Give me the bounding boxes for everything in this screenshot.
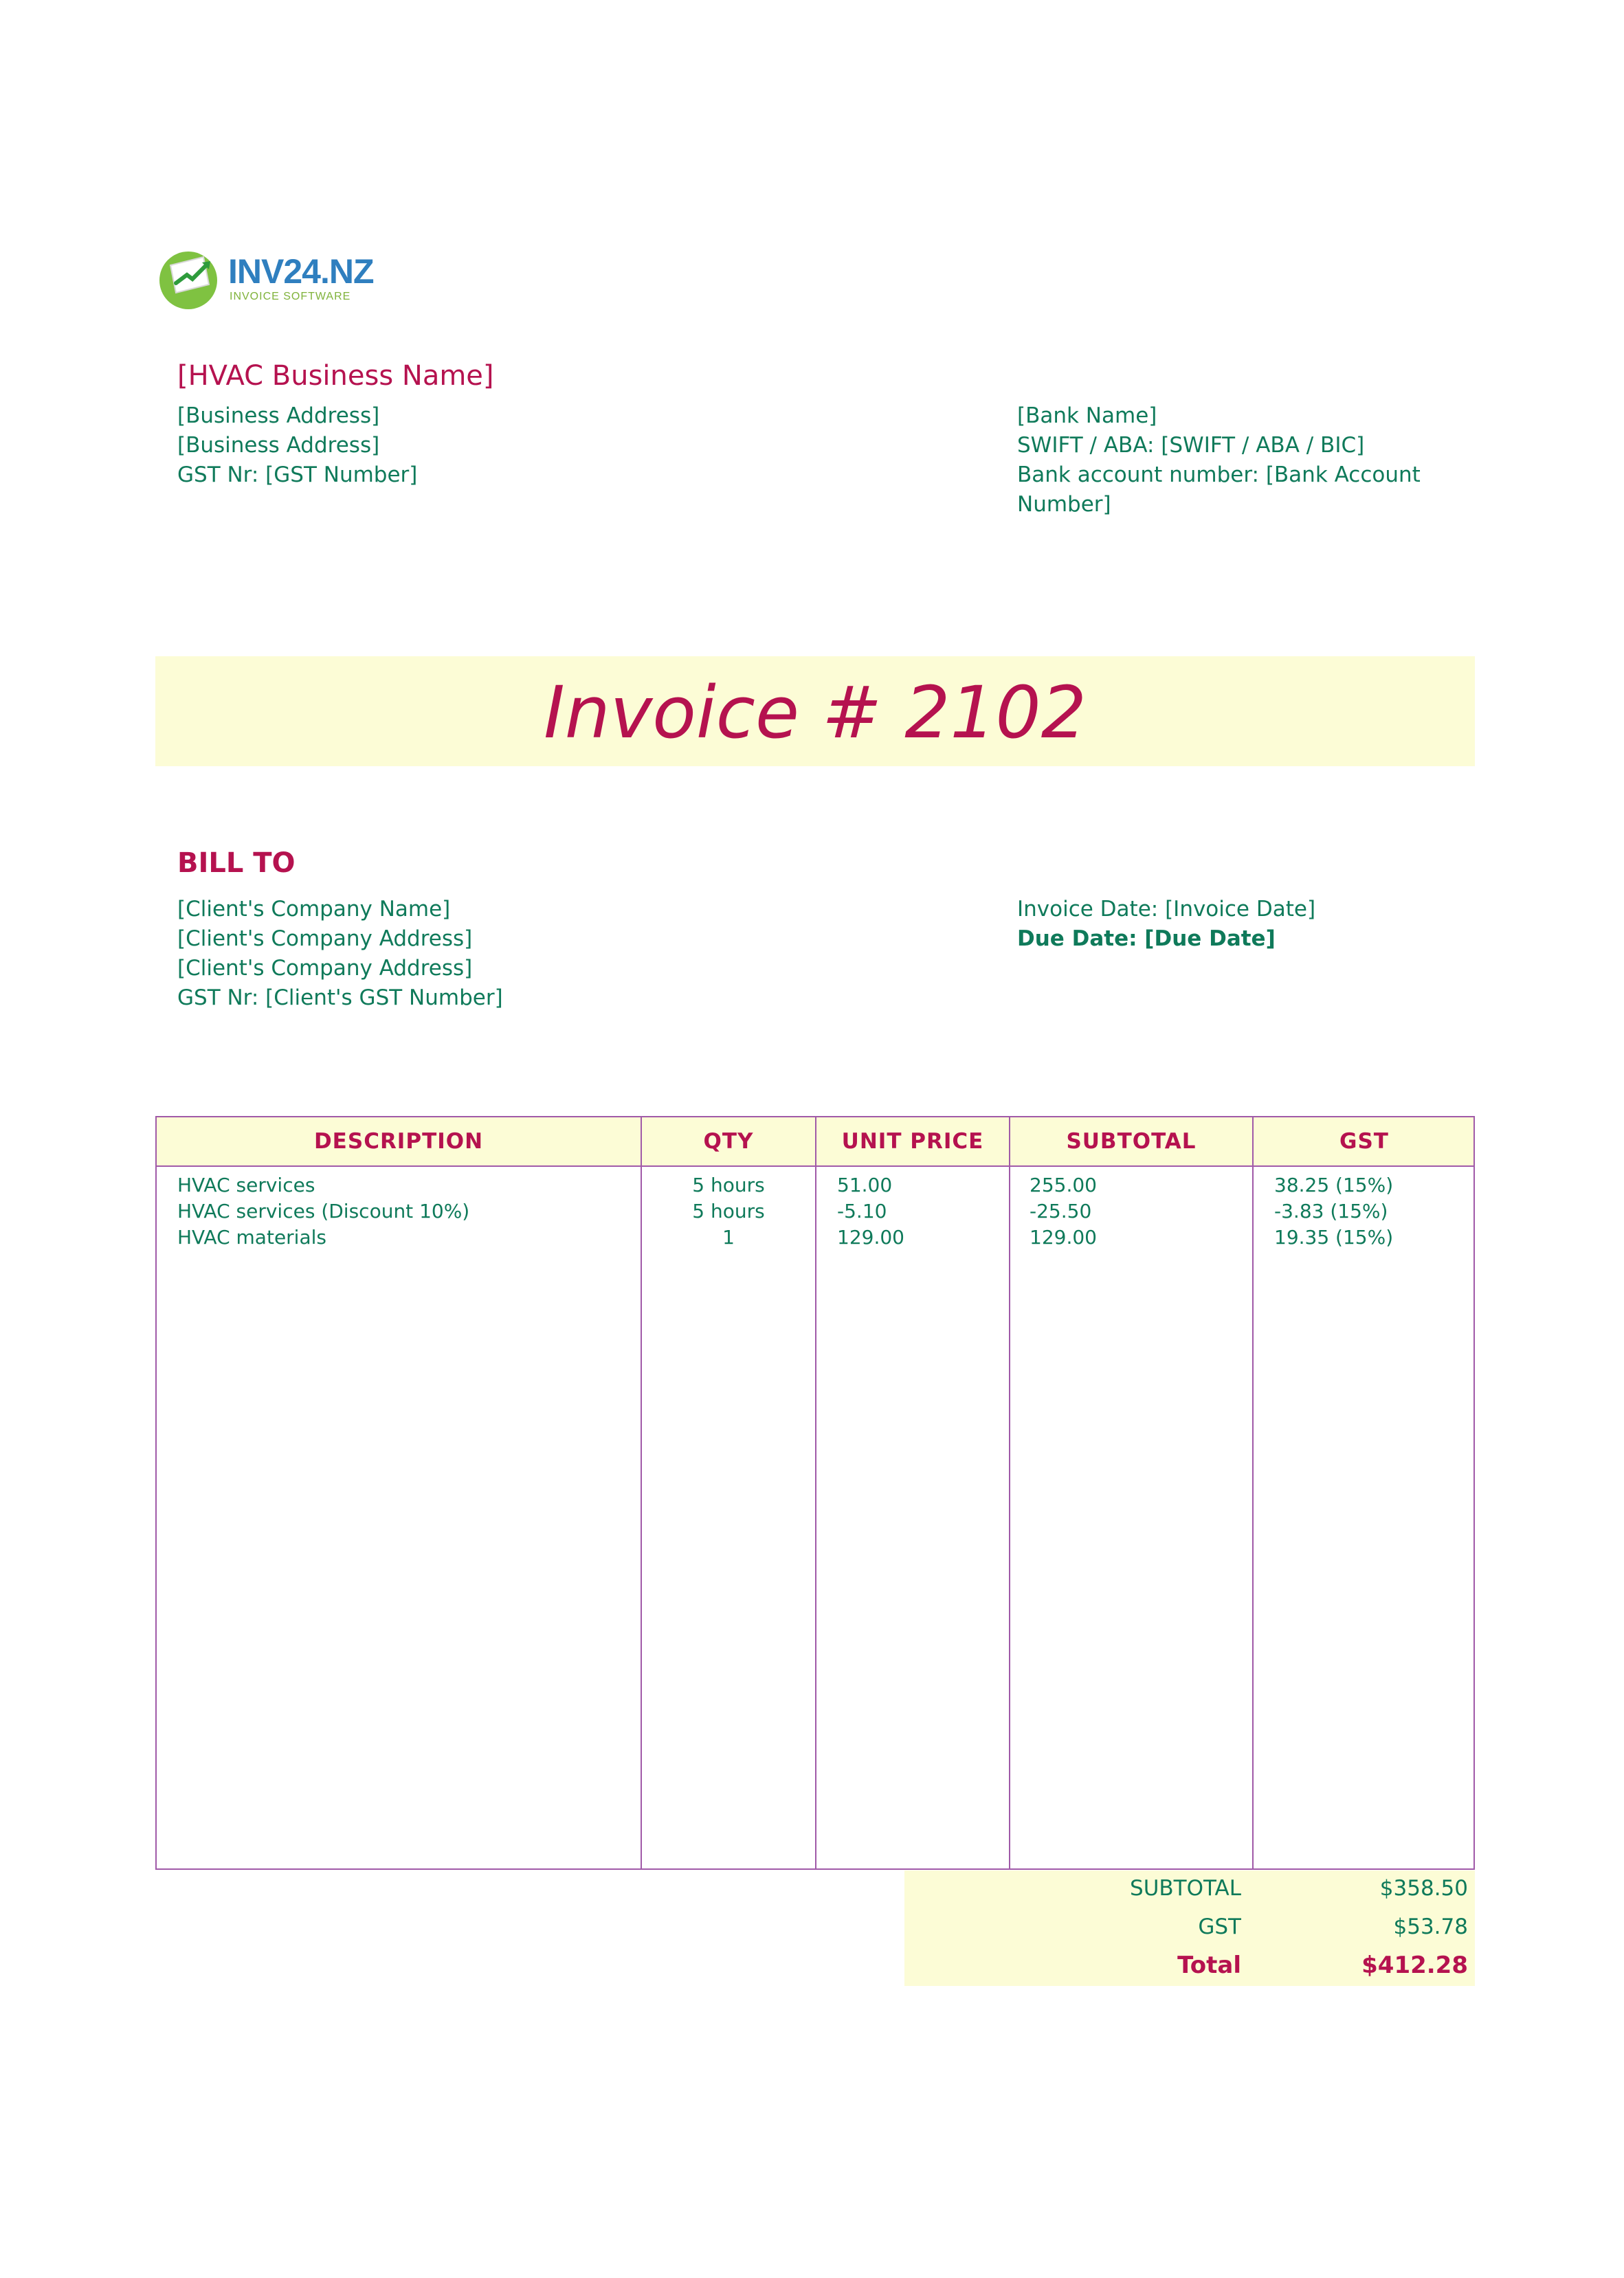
invoice-dates xyxy=(1017,895,1315,954)
business-address-2: [Business Address] xyxy=(177,433,380,458)
grand-total-label: Total xyxy=(1177,1952,1241,1979)
company-logo xyxy=(155,245,374,313)
business-gst: GST Nr: [GST Number] xyxy=(177,462,418,487)
bank-name: [Bank Name] xyxy=(1017,403,1157,428)
line-items-table xyxy=(155,1116,1475,1870)
subtotal-label: SUBTOTAL xyxy=(1130,1876,1241,1901)
gst-total-label: GST xyxy=(1198,1914,1241,1939)
cell-gst: -3.83 (15%) xyxy=(1274,1200,1388,1222)
logo-brand-text: INV24.NZ xyxy=(228,252,374,291)
cell-unit-price: 129.00 xyxy=(837,1226,904,1249)
table-row xyxy=(157,1225,1473,1251)
header-description: DESCRIPTION xyxy=(313,1129,484,1154)
cell-gst: 19.35 (15%) xyxy=(1274,1226,1394,1249)
gst-total-value: $53.78 xyxy=(1393,1914,1468,1939)
cell-gst: 38.25 (15%) xyxy=(1274,1174,1394,1196)
client-company-name: [Client's Company Name] xyxy=(177,897,451,922)
cell-unit-price: 51.00 xyxy=(837,1174,893,1196)
grand-total-value: $412.28 xyxy=(1361,1952,1468,1979)
cell-qty: 1 xyxy=(722,1226,735,1249)
cell-description: HVAC materials xyxy=(177,1226,326,1249)
client-address-1: [Client's Company Address] xyxy=(177,926,473,951)
cell-qty: 5 hours xyxy=(692,1174,765,1196)
business-details xyxy=(177,401,417,490)
bill-to-label: BILL TO xyxy=(177,847,296,879)
business-name: [HVAC Business Name] xyxy=(177,360,494,392)
cell-unit-price: -5.10 xyxy=(837,1200,887,1222)
invoice-title-band xyxy=(155,656,1475,766)
header-unit-price: UNIT PRICE xyxy=(841,1129,984,1154)
bank-swift: SWIFT / ABA: [SWIFT / ABA / BIC] xyxy=(1017,433,1365,458)
due-date: Due Date: [Due Date] xyxy=(1017,926,1276,951)
invoice-date: Invoice Date: [Invoice Date] xyxy=(1017,897,1316,922)
cell-description: HVAC services (Discount 10%) xyxy=(177,1200,470,1222)
header-qty: QTY xyxy=(703,1129,754,1154)
invoice-title: Invoice # 2102 xyxy=(544,671,1087,755)
client-gst: GST Nr: [Client's GST Number] xyxy=(177,985,503,1010)
bank-details xyxy=(1017,401,1421,520)
header-gst: GST xyxy=(1339,1129,1389,1154)
cell-subtotal: 255.00 xyxy=(1030,1174,1097,1196)
cell-subtotal: -25.50 xyxy=(1030,1200,1092,1222)
logo-mark-icon xyxy=(155,245,224,313)
table-row xyxy=(157,1172,1473,1198)
logo-tagline: INVOICE SOFTWARE xyxy=(230,291,351,302)
bank-account-line-1: Bank account number: [Bank Account xyxy=(1017,462,1421,487)
totals-box xyxy=(904,1871,1475,1986)
header-subtotal: SUBTOTAL xyxy=(1066,1129,1197,1154)
bill-to-details xyxy=(177,895,503,1013)
table-row xyxy=(157,1198,1473,1225)
bank-account-line-2: Number] xyxy=(1017,492,1111,517)
business-address-1: [Business Address] xyxy=(177,403,380,428)
cell-qty: 5 hours xyxy=(692,1200,765,1222)
client-address-2: [Client's Company Address] xyxy=(177,956,473,981)
cell-subtotal: 129.00 xyxy=(1030,1226,1097,1249)
subtotal-value: $358.50 xyxy=(1379,1876,1468,1901)
cell-description: HVAC services xyxy=(177,1174,315,1196)
